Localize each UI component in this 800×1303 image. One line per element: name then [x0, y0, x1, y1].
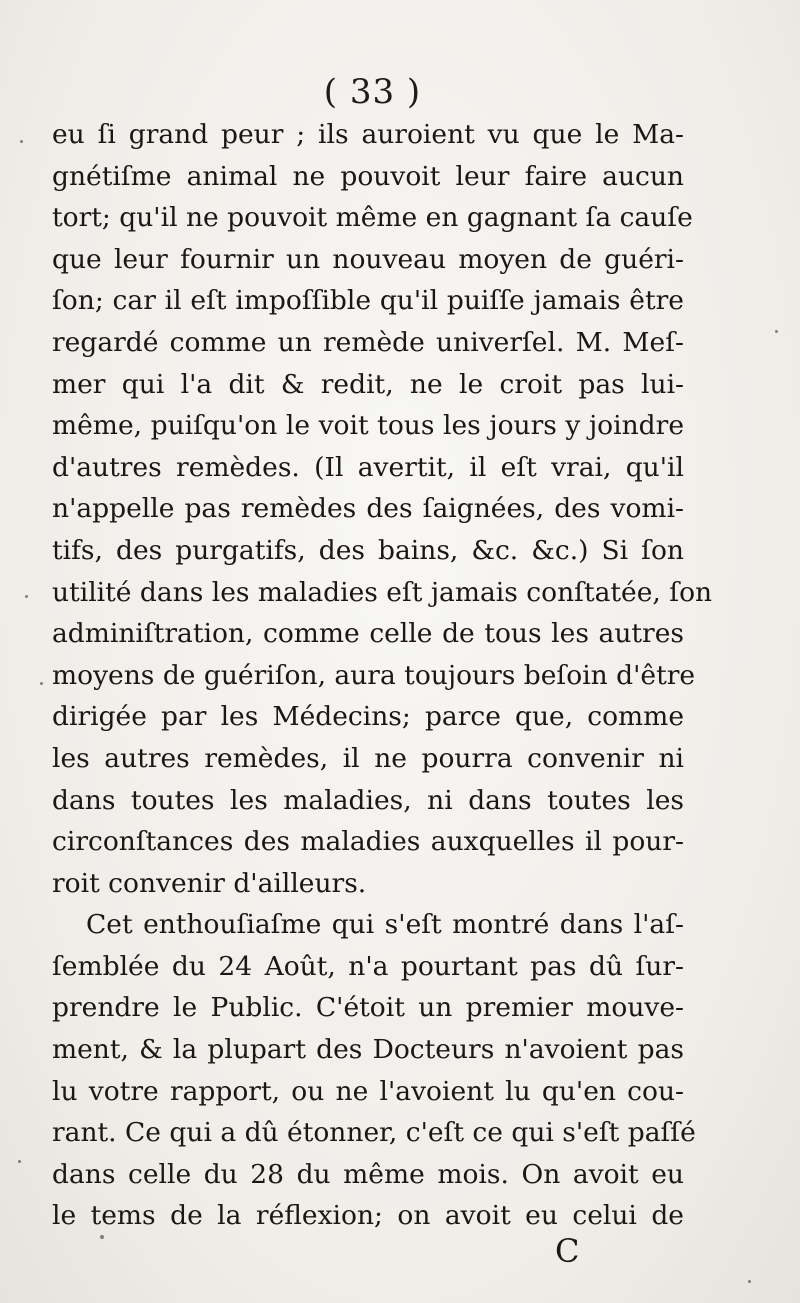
text-line: tifs, des purgatifs, des bains, &c. &c.) Si ſon	[52, 534, 684, 566]
text-line: ſemblée du 24 Août, n'a pourtant pas dû ſur-	[52, 950, 684, 982]
paper-speck	[25, 595, 28, 598]
text-line: moyens de guériſon, aura toujours beſoin d'être	[52, 659, 696, 691]
paragraph-start-line: Cet enthouſiaſme qui s'eſt montré dans l'aſ-	[86, 909, 684, 941]
page-number: ( 33 )	[323, 72, 422, 112]
paper-speck	[40, 682, 43, 685]
signature-mark: C	[555, 1232, 580, 1270]
paper-speck	[18, 1160, 21, 1163]
text-line: tort; qu'il ne pouvoit même en gagnant ſa cauſe	[52, 202, 693, 234]
text-line: mer qui l'a dit & redit, ne le croit pas lui-	[52, 368, 684, 400]
text-line: circonſtances des maladies auxquelles il pour-	[52, 826, 684, 858]
paper-speck	[775, 330, 778, 333]
text-line: dirigée par les Médecins; parce que, comme	[52, 701, 684, 733]
text-line: les autres remèdes, il ne pourra convenir ni	[52, 742, 684, 774]
text-line: même, puiſqu'on le voit tous les jours y joindre	[52, 410, 684, 442]
text-line: utilité dans les maladies eſt jamais conſtatée, ſon	[52, 576, 713, 608]
paper-speck	[748, 1280, 751, 1283]
paper-speck	[100, 1235, 104, 1239]
text-line: eu ſi grand peur ; ils auroient vu que le Ma-	[52, 119, 684, 150]
text-line: lu votre rapport, ou ne l'avoient lu qu'en cou-	[52, 1075, 684, 1107]
text-line: ſon; car il eſt impoſſible qu'il puiſſe jamais être	[52, 285, 684, 317]
text-line: d'autres remèdes. (Il avertit, il eſt vrai, qu'il	[52, 451, 684, 483]
text-line: rant. Ce qui a dû étonner, c'eſt ce qui s'eſt paſſé	[52, 1117, 696, 1149]
text-line: dans celle du 28 du même mois. On avoit eu	[52, 1158, 684, 1190]
text-line: adminiſtration, comme celle de tous les autres	[52, 618, 684, 650]
text-line: gnétiſme animal ne pouvoit leur faire aucun	[52, 160, 684, 192]
text-line: ment, & la plupart des Docteurs n'avoient pas	[52, 1034, 684, 1066]
paragraph-end-line: roit convenir d'ailleurs.	[52, 867, 367, 899]
text-line: n'appelle pas remèdes des ſaignées, des vomi-	[52, 493, 684, 525]
text-line: que leur fournir un nouveau moyen de guéri-	[52, 243, 684, 275]
text-line: le tems de la réflexion; on avoit eu celui de	[52, 1200, 684, 1232]
text-line: prendre le Public. C'étoit un premier mouve-	[52, 992, 684, 1024]
text-line: regardé comme un remède univerſel. M. Meſ-	[52, 326, 684, 358]
body-text	[52, 114, 713, 1237]
text-line: dans toutes les maladies, ni dans toutes les	[52, 784, 684, 816]
paper-speck	[20, 140, 23, 143]
